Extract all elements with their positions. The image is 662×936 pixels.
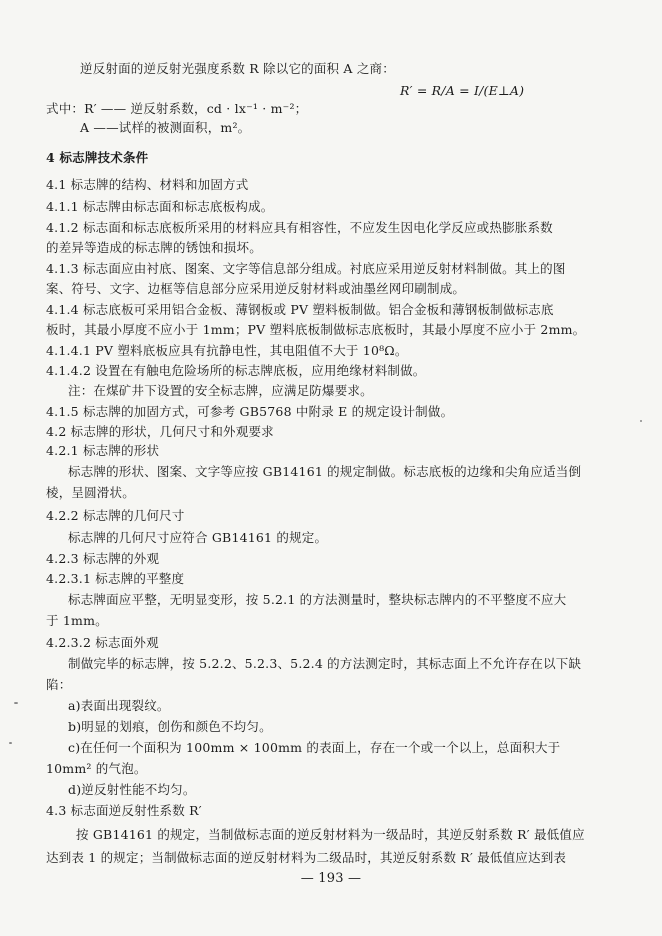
scan-speck xyxy=(640,420,642,422)
page-number: — 193 — xyxy=(300,871,362,886)
clause-text: 4.1.3 标志面应由衬底、图案、文字等信息部分组成。衬底应采用逆反射材料制做。其上的图 xyxy=(46,261,566,276)
clause-heading: 4.1 标志牌的结构、材料和加固方式 xyxy=(46,177,249,192)
list-item: c)在任何一个面积为 100mm × 100mm 的表面上，存在一个或一个以上，总面积大于 xyxy=(68,740,561,755)
body-text: 标志牌面应平整，无明显变形，按 5.2.1 的方法测量时，整块标志牌内的不平整度不应大 xyxy=(68,592,567,607)
scan-speck xyxy=(9,742,12,744)
clause-text: 案、符号、文字、边框等信息部分应采用逆反射材料或油墨丝网印刷制成。 xyxy=(46,281,466,296)
body-text: 陷： xyxy=(46,677,72,692)
body-text: 标志牌的形状、图案、文字等应按 GB14161 的规定制做。标志底板的边缘和尖角应适当倒 xyxy=(68,464,582,479)
body-text: 达到表 1 的规定；当制做标志面的逆反射材料为二级品时，其逆反射系数 R′ 最低值应达到表 xyxy=(46,850,567,865)
clause-text: 4.1.5 标志牌的加固方式，可参考 GB5768 中附录 E 的规定设计制做。 xyxy=(46,404,454,419)
clause-heading: 4.2.3 标志牌的外观 xyxy=(46,551,160,566)
body-text: 棱，呈圆滑状。 xyxy=(46,485,135,500)
clause-heading: 4.2.2 标志牌的几何尺寸 xyxy=(46,508,185,523)
body-text: 标志牌的几何尺寸应符合 GB14161 的规定。 xyxy=(68,530,328,545)
clause-heading: 4.2 标志牌的形状，几何尺寸和外观要求 xyxy=(46,424,274,439)
formula: R′ = R/A = I/(E⊥A) xyxy=(400,83,525,98)
clause-heading: 4.3 标志面逆反射性系数 R′ xyxy=(46,803,202,818)
scan-speck xyxy=(14,702,18,704)
list-item: b)明显的划痕，创伤和颜色不均匀。 xyxy=(68,719,272,734)
clause-text: 4.1.4.2 设置在有触电危险场所的标志牌底板，应用绝缘材料制做。 xyxy=(46,363,426,378)
clause-text: 4.1.4.1 PV 塑料底板应具有抗静电性，其电阻值不大于 10⁸Ω。 xyxy=(46,343,408,358)
clause-heading: 4.2.3.2 标志面外观 xyxy=(46,635,159,650)
clause-text: 4.1.4 标志底板可采用铝合金板、薄钢板或 PV 塑料板制做。铝合金板和薄钢板制做标志底 xyxy=(46,302,554,317)
clause-text: 的差异等造成的标志牌的锈蚀和损坏。 xyxy=(46,240,262,255)
clause-heading: 4.2.1 标志牌的形状 xyxy=(46,443,160,458)
clause-text: 4.1.1 标志牌由标志面和标志底板构成。 xyxy=(46,199,274,214)
list-item: a)表面出现裂纹。 xyxy=(68,698,170,713)
list-item: d)逆反射性能不均匀。 xyxy=(68,782,196,797)
list-item: 10mm² 的气泡。 xyxy=(46,761,147,776)
clause-text: 板时，其最小厚度不应小于 1mm；PV 塑料底板制做标志底板时，其最小厚度不应小于 2mm。 xyxy=(46,322,586,337)
formula-where: 式中：R′ —— 逆反射系数，cd · lx⁻¹ · m⁻²； xyxy=(46,101,308,116)
clause-heading: 4.2.3.1 标志牌的平整度 xyxy=(46,571,185,586)
body-text: 制做完毕的标志牌，按 5.2.2、5.2.3、5.2.4 的方法测定时，其标志面上不允许存在以下缺 xyxy=(68,656,582,671)
body-text: 于 1mm。 xyxy=(46,613,108,628)
formula-where-area: A ——试样的被测面积，m²。 xyxy=(80,120,251,135)
body-text: 按 GB14161 的规定，当制做标志面的逆反射材料为一级品时，其逆反射系数 R′ 最低值应 xyxy=(76,827,585,842)
note-text: 注：在煤矿井下设置的安全标志牌，应满足防爆要求。 xyxy=(68,383,373,398)
clause-text: 4.1.2 标志面和标志底板所采用的材料应具有相容性，不应发生因电化学反应或热膨胀系数 xyxy=(46,220,553,235)
intro-line: 逆反射面的逆反射光强度系数 R 除以它的面积 A 之商： xyxy=(80,61,395,76)
section-heading: 4 标志牌技术条件 xyxy=(46,150,149,165)
